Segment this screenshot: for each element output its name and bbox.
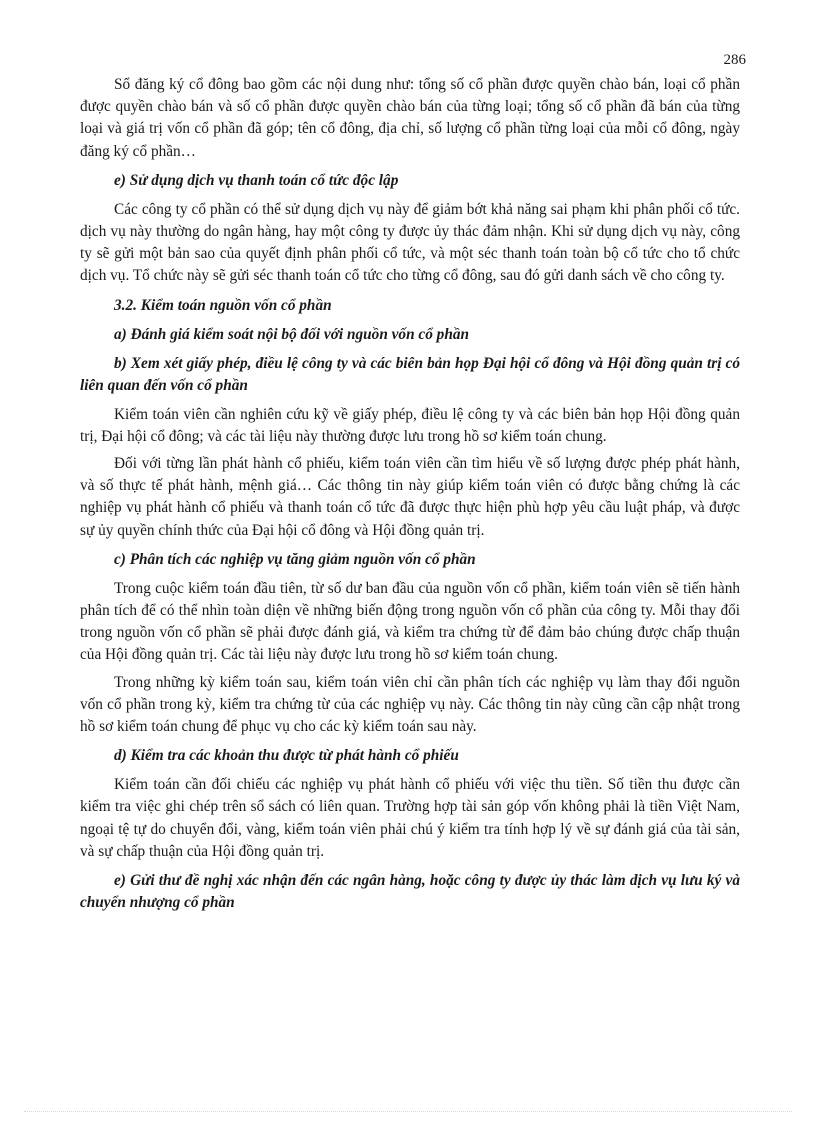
- paragraph-check-receipts: Kiểm toán cần đối chiếu các nghiệp vụ phát hành cổ phiếu với việc thu tiền. Số tiền thu được cần kiểm tra việc ghi chép trên sổ sách có liên quan. Trường hợp tài sản góp vốn không phải là tiền Việt Nam, ngoại tệ tự do chuyển đổi, vàng, kiểm toán viên phải chú ý kiểm tra tính hợp lý về sự đánh giá của tài sản, và sự chấp thuận của Hội đồng quản trị.: [80, 776, 740, 860]
- paragraph-first-audit: Trong cuộc kiểm toán đầu tiên, từ số dư ban đầu của nguồn vốn cổ phần, kiểm toán viên sẽ tiến hành phân tích để có thể nhìn toàn diện về những biến động trong nguồn vốn cổ phần của công ty. Mỗi thay đổi trong nguồn vốn cổ phần sẽ phải được đánh giá, và kiểm tra chứng từ để đảm bảo chúng được chấp thuận của Hội đồng quản trị. Các tài liệu này được lưu trong hồ sơ kiểm toán chung.: [80, 579, 740, 664]
- heading-section-3-2: 3.2. Kiểm toán nguồn vốn cổ phần: [114, 296, 332, 314]
- paragraph-dividend-service: Các công ty cổ phần có thể sử dụng dịch vụ này để giảm bớt khả năng sai phạm khi phân phối cổ tức. dịch vụ này thường do ngân hàng, hay một công ty được ủy thác đảm nhận. Khi sử dụng dịch vụ này, công ty sẽ gửi một bản sao của quyết định phân phối cổ tức, và một séc thanh toán toàn bộ cổ tức cho tổ chức dịch vụ. Tổ chức này sẽ gửi séc thanh toán cổ tức cho từng cổ đông, sau đó gửi danh sách về cho công ty.: [80, 200, 740, 285]
- paragraph-later-audits: Trong những kỳ kiểm toán sau, kiểm toán viên chỉ cần phân tích các nghiệp vụ làm thay đổi nguồn vốn cổ phần trong kỳ, kiểm tra chứng từ của các nghiệp vụ này. Các thông tin này cũng cần cập nhật trong hồ sơ kiểm toán chung để phục vụ cho các kỳ kiểm toán sau này.: [80, 673, 740, 736]
- page-content: [80, 74, 740, 921]
- paragraph-shareholder-register: Sổ đăng ký cổ đông bao gồm các nội dung như: tổng số cổ phần được quyền chào bán, loại cổ phần được quyền chào bán và số cổ phần được quyền chào bán của từng loại; tổng số cổ phần đã bán của từng loại và giá trị vốn cổ phần đã góp; tên cổ đông, địa chỉ, số lượng cổ phần từng loại của mỗi cổ đông, ngày đăng ký cổ phần…: [80, 76, 740, 160]
- heading-dividend-payment-service: e) Sử dụng dịch vụ thanh toán cổ tức độc lập: [114, 171, 399, 189]
- page-number: 286: [723, 52, 746, 68]
- heading-internal-control: a) Đánh giá kiểm soát nội bộ đối với nguồn vốn cổ phần: [114, 325, 469, 343]
- paragraph-share-issuance: Đối với từng lần phát hành cổ phiếu, kiểm toán viên cần tìm hiểu về số lượng được phép phát hành, và số thực tế phát hành, mệnh giá… Các thông tin này giúp kiểm toán viên có được bằng chứng là các nghiệp vụ phát hành cổ phiếu và thanh toán cổ tức đã được thực hiện phù hợp yêu cầu luật pháp, và được sự ủy quyền chính thức của Đại hội cổ đông và Hội đồng quản trị.: [80, 455, 740, 539]
- heading-check-receipts: d) Kiểm tra các khoản thu được từ phát hành cổ phiếu: [114, 747, 459, 765]
- heading-analyze-changes: c) Phân tích các nghiệp vụ tăng giảm nguồn vốn cổ phần: [114, 550, 476, 568]
- footer-dotted-rule: [24, 1111, 792, 1112]
- heading-confirmation-letters: e) Gửi thư đề nghị xác nhận đến các ngân hàng, hoặc công ty được ủy thác làm dịch vụ lưu ký và chuyển nhượng cổ phần: [80, 872, 740, 912]
- paragraph-review-licenses: Kiểm toán viên cần nghiên cứu kỹ về giấy phép, điều lệ công ty và các biên bản họp Hội đồng quản trị, Đại hội cổ đông; và các tài liệu này thường được lưu trong hồ sơ kiểm toán chung.: [80, 405, 740, 445]
- heading-review-licenses: b) Xem xét giấy phép, điều lệ công ty và các biên bản họp Đại hội cổ đông và Hội đồng quản trị có liên quan đến vốn cổ phần: [80, 354, 740, 394]
